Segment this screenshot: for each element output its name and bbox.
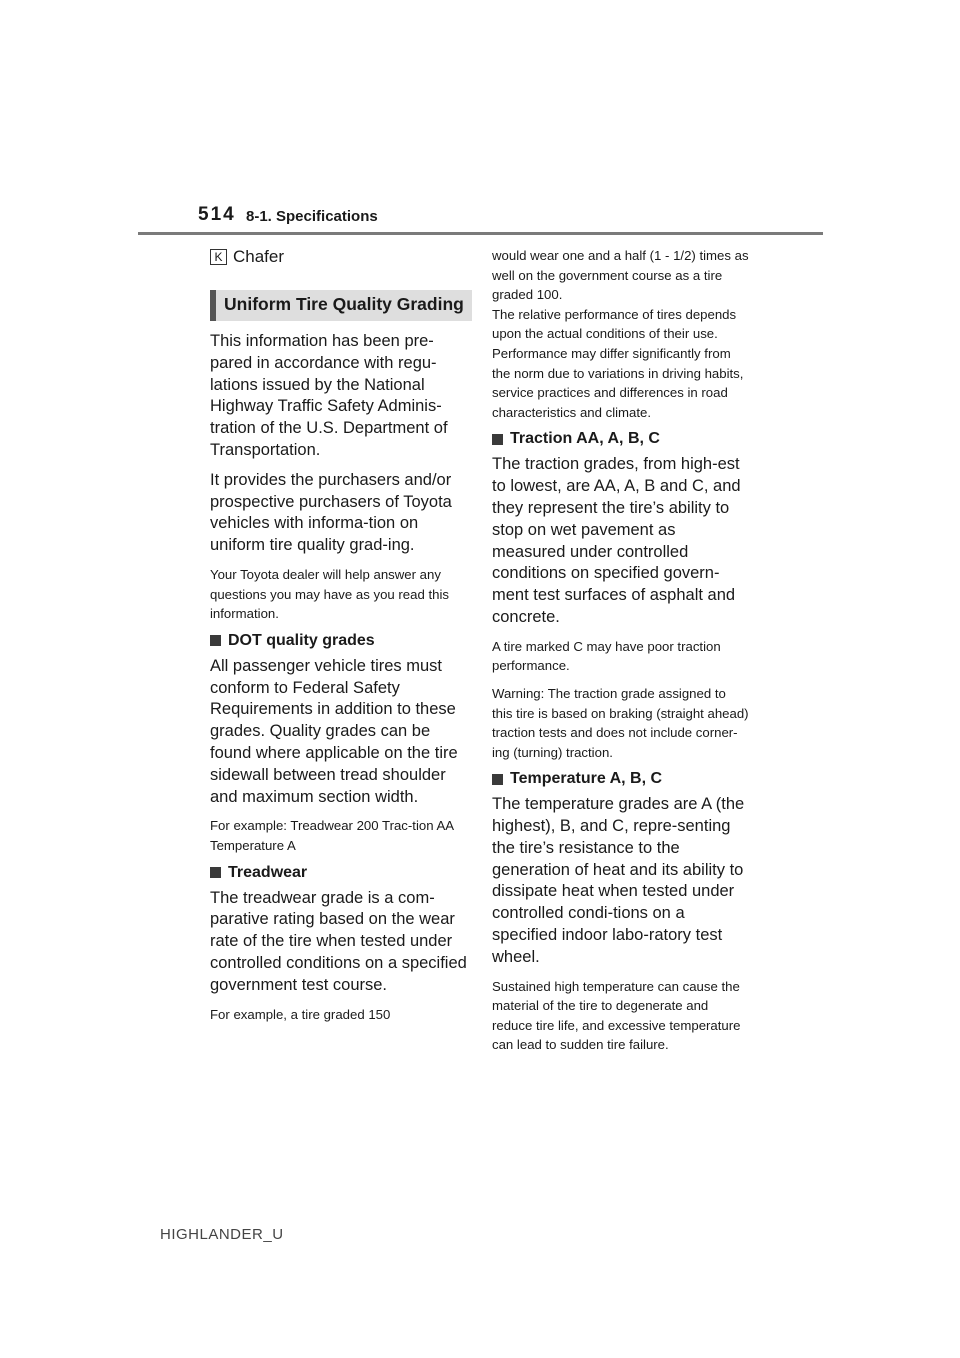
square-bullet-icon [210,867,221,878]
temperature-heading [492,770,750,788]
purpose-paragraph: It provides the purchasers and/or prospective purchasers of Toyota vehicles with informa-tion on uniform tire quality grad-ing. [210,470,452,555]
traction-paragraph: The traction grades, from high-est to lowest, are AA, A, B and C, and they represent the tire’s ability to stop on wet pavement as measured under controlled conditions on specified govern-ment test surfaces of asphalt and concrete. [492,455,741,626]
traction-warning: Warning: The traction grade assigned to this tire is based on braking (straight ahead) traction tests and does not include corner-ing (turning) traction. [492,685,749,760]
traction-heading [492,430,750,448]
traction-c-note: A tire marked C may have poor traction performance. [492,638,721,674]
treadwear-example-cont: would wear one and a half (1 - 1/2) times as well on the government course as a tire graded 100. [492,248,749,303]
footer-model: HIGHLANDER_U [160,1226,284,1243]
traction-label: Traction AA, A, B, C [510,430,660,448]
right-column [492,246,750,1063]
square-bullet-icon [210,635,221,646]
uniform-tire-quality-heading: Uniform Tire Quality Grading [210,290,472,321]
label-box-k: K [210,249,227,265]
treadwear-paragraph: The treadwear grade is a com-parative rating based on the wear rate of the tire when tested under controlled conditions on a specified government test course. [210,888,467,994]
chafer-label [210,246,472,268]
label-text: Chafer [233,247,285,266]
treadwear-label: Treadwear [228,863,308,881]
section-title-header: 8-1. Specifications [246,208,378,225]
temperature-note: Sustained high temperature can cause the material of the tire to degenerate and reduce tire life, and excessive temperature can lead to sudden tire failure. [492,978,741,1053]
dot-grades-label: DOT quality grades [228,631,375,649]
header-rule [138,232,823,235]
dealer-note: Your Toyota dealer will help answer any questions you may have as you read this information. [210,566,449,622]
square-bullet-icon [492,434,503,445]
temperature-label: Temperature A, B, C [510,770,663,788]
temperature-paragraph: The temperature grades are A (the highest), B, and C, repre-senting the tire’s resistance to the generation of heat and its ability to dissipate heat when tested under controlled condi-tions on a specified indoor labo-ratory test wheel. [492,795,745,966]
square-bullet-icon [492,774,503,785]
intro-paragraph: This information has been pre-pared in accordance with regu-lations issued by the National Highway Traffic Safety Adminis-tration of the U.S. Department of Transportation. [210,332,448,459]
performance-note: The relative performance of tires depends upon the actual conditions of their use. Performance may differ significantly from the norm due to variations in driving habits, service practices and differences in road characteristics and climate. [492,306,744,420]
left-column [210,246,472,1032]
treadwear-example: For example, a tire graded 150 [210,1006,391,1022]
example-note: For example: Treadwear 200 Trac-tion AA Temperature A [210,818,454,853]
page-number: 514 [198,204,236,225]
dot-grades-heading [210,632,472,650]
treadwear-heading [210,864,472,882]
dot-paragraph: All passenger vehicle tires must conform to Federal Safety Requirements in addition to these grades. Quality grades can be found where applicable on the tire sidewall between tread shoulder and maximum section width. [210,656,458,806]
